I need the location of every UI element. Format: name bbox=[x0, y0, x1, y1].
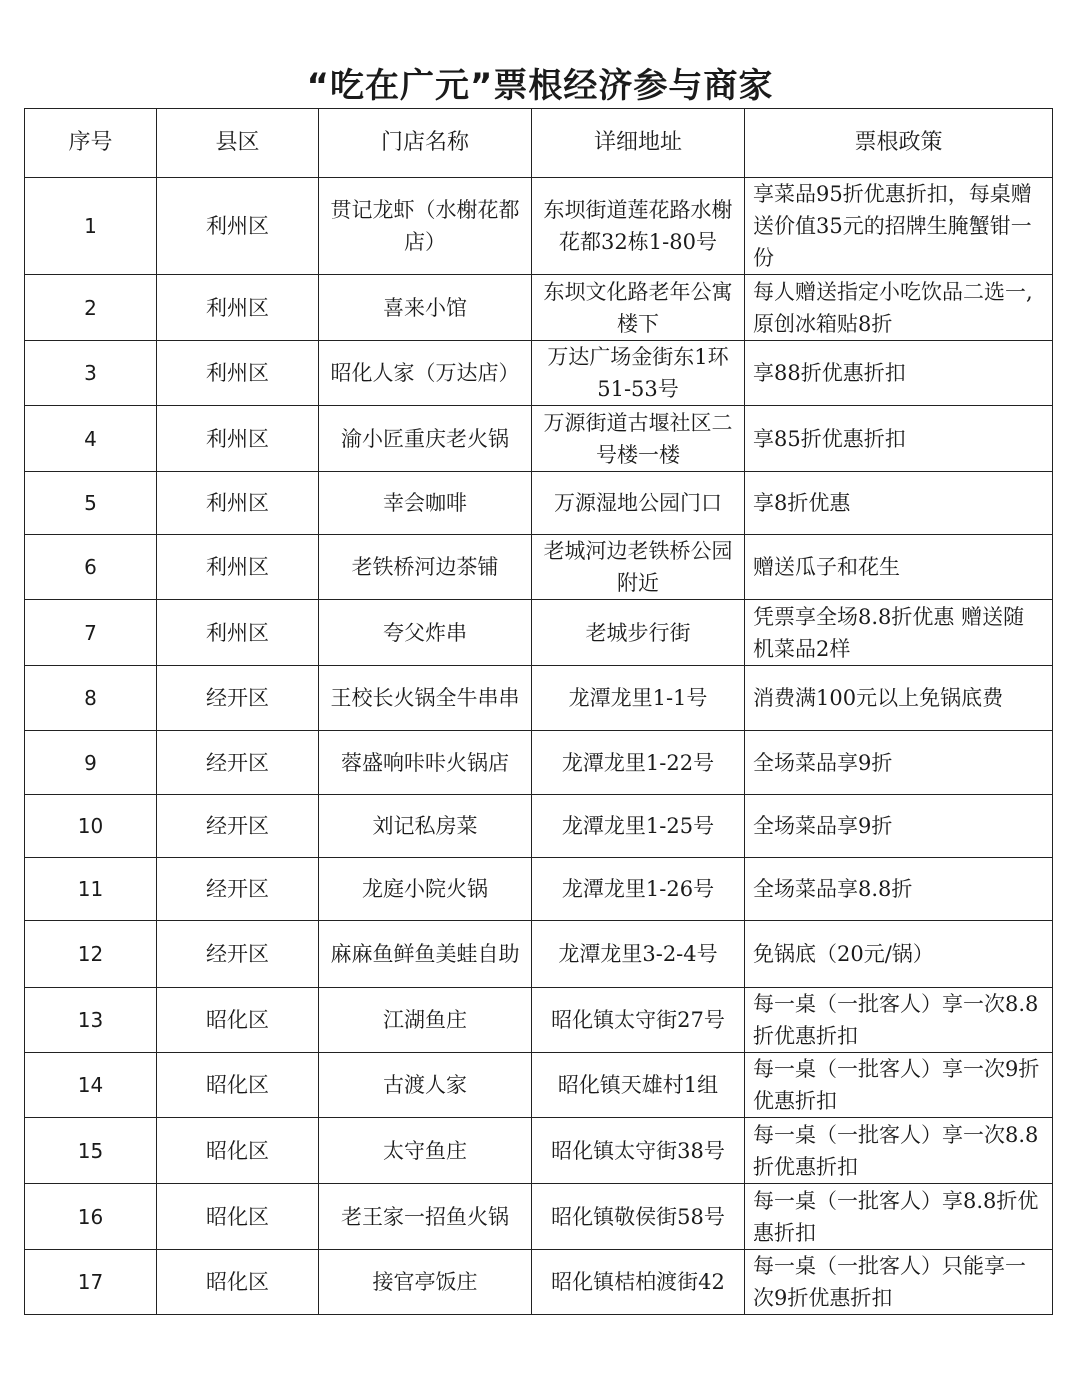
cell-address: 东坝文化路老年公寓楼下 bbox=[532, 275, 745, 341]
cell-policy: 享8折优惠 bbox=[745, 472, 1053, 535]
table-row bbox=[25, 600, 1053, 666]
cell-no: 7 bbox=[25, 600, 157, 666]
cell-district: 昭化区 bbox=[157, 1250, 319, 1315]
table-row bbox=[25, 1184, 1053, 1250]
cell-no: 14 bbox=[25, 1053, 157, 1118]
cell-address: 东坝街道莲花路水榭花都32栋1-80号 bbox=[532, 178, 745, 275]
cell-address: 昭化镇太守街27号 bbox=[532, 988, 745, 1053]
cell-no: 11 bbox=[25, 858, 157, 921]
cell-address: 昭化镇天雄村1组 bbox=[532, 1053, 745, 1118]
cell-no: 13 bbox=[25, 988, 157, 1053]
cell-district: 昭化区 bbox=[157, 1053, 319, 1118]
cell-store: 麻麻鱼鲜鱼美蛙自助 bbox=[319, 921, 532, 988]
cell-store: 王校长火锅全牛串串 bbox=[319, 666, 532, 731]
cell-policy: 享85折优惠折扣 bbox=[745, 406, 1053, 472]
cell-policy: 全场菜品享8.8折 bbox=[745, 858, 1053, 921]
cell-policy: 赠送瓜子和花生 bbox=[745, 535, 1053, 600]
table-row bbox=[25, 731, 1053, 795]
cell-no: 10 bbox=[25, 795, 157, 858]
cell-policy: 全场菜品享9折 bbox=[745, 795, 1053, 858]
cell-store: 幸会咖啡 bbox=[319, 472, 532, 535]
cell-district: 经开区 bbox=[157, 795, 319, 858]
cell-address: 龙潭龙里1-25号 bbox=[532, 795, 745, 858]
cell-district: 昭化区 bbox=[157, 1184, 319, 1250]
cell-no: 15 bbox=[25, 1118, 157, 1184]
cell-store: 喜来小馆 bbox=[319, 275, 532, 341]
cell-no: 16 bbox=[25, 1184, 157, 1250]
cell-store: 古渡人家 bbox=[319, 1053, 532, 1118]
cell-store: 太守鱼庄 bbox=[319, 1118, 532, 1184]
header-address: 详细地址 bbox=[532, 109, 745, 178]
cell-policy: 每一桌（一批客人）享一次8.8折优惠折扣 bbox=[745, 1118, 1053, 1184]
table-row bbox=[25, 341, 1053, 406]
cell-no: 12 bbox=[25, 921, 157, 988]
cell-store: 老王家一招鱼火锅 bbox=[319, 1184, 532, 1250]
cell-address: 万源街道古堰社区二号楼一楼 bbox=[532, 406, 745, 472]
cell-store: 贯记龙虾（水榭花都店） bbox=[319, 178, 532, 275]
cell-no: 9 bbox=[25, 731, 157, 795]
cell-no: 1 bbox=[25, 178, 157, 275]
cell-store: 江湖鱼庄 bbox=[319, 988, 532, 1053]
cell-address: 万达广场金街东1环51-53号 bbox=[532, 341, 745, 406]
cell-no: 5 bbox=[25, 472, 157, 535]
cell-address: 昭化镇桔柏渡街42 bbox=[532, 1250, 745, 1315]
table-row bbox=[25, 858, 1053, 921]
header-district: 县区 bbox=[157, 109, 319, 178]
cell-policy: 每一桌（一批客人）享一次8.8折优惠折扣 bbox=[745, 988, 1053, 1053]
header-policy: 票根政策 bbox=[745, 109, 1053, 178]
cell-district: 经开区 bbox=[157, 666, 319, 731]
cell-policy: 每一桌（一批客人）享8.8折优惠折扣 bbox=[745, 1184, 1053, 1250]
table-row bbox=[25, 795, 1053, 858]
cell-store: 接官亭饭庄 bbox=[319, 1250, 532, 1315]
table-row bbox=[25, 988, 1053, 1053]
cell-address: 万源湿地公园门口 bbox=[532, 472, 745, 535]
cell-district: 经开区 bbox=[157, 921, 319, 988]
cell-district: 利州区 bbox=[157, 406, 319, 472]
cell-address: 龙潭龙里1-22号 bbox=[532, 731, 745, 795]
table-row bbox=[25, 178, 1053, 275]
cell-policy: 消费满100元以上免锅底费 bbox=[745, 666, 1053, 731]
cell-district: 利州区 bbox=[157, 275, 319, 341]
cell-policy: 享菜品95折优惠折扣，每桌赠送价值35元的招牌生腌蟹钳一份 bbox=[745, 178, 1053, 275]
table-row bbox=[25, 406, 1053, 472]
table-row bbox=[25, 666, 1053, 731]
table-row bbox=[25, 921, 1053, 988]
cell-district: 昭化区 bbox=[157, 1118, 319, 1184]
cell-district: 利州区 bbox=[157, 178, 319, 275]
cell-store: 老铁桥河边茶铺 bbox=[319, 535, 532, 600]
header-no: 序号 bbox=[25, 109, 157, 178]
cell-store: 蓉盛响咔咔火锅店 bbox=[319, 731, 532, 795]
header-store: 门店名称 bbox=[319, 109, 532, 178]
table-row bbox=[25, 1118, 1053, 1184]
cell-policy: 享88折优惠折扣 bbox=[745, 341, 1053, 406]
cell-store: 昭化人家（万达店） bbox=[319, 341, 532, 406]
cell-store: 夸父炸串 bbox=[319, 600, 532, 666]
cell-address: 昭化镇太守街38号 bbox=[532, 1118, 745, 1184]
cell-district: 昭化区 bbox=[157, 988, 319, 1053]
cell-address: 龙潭龙里3-2-4号 bbox=[532, 921, 745, 988]
table-row bbox=[25, 472, 1053, 535]
cell-policy: 全场菜品享9折 bbox=[745, 731, 1053, 795]
table-body bbox=[25, 178, 1053, 1315]
table-header-row bbox=[25, 109, 1053, 178]
cell-no: 8 bbox=[25, 666, 157, 731]
cell-store: 龙庭小院火锅 bbox=[319, 858, 532, 921]
cell-address: 昭化镇敬侯街58号 bbox=[532, 1184, 745, 1250]
page-title: “吃在广元”票根经济参与商家 bbox=[306, 66, 774, 106]
merchant-table bbox=[24, 108, 1053, 1315]
cell-district: 利州区 bbox=[157, 600, 319, 666]
cell-no: 2 bbox=[25, 275, 157, 341]
cell-policy: 每一桌（一批客人）只能享一次9折优惠折扣 bbox=[745, 1250, 1053, 1315]
cell-address: 龙潭龙里1-1号 bbox=[532, 666, 745, 731]
cell-policy: 免锅底（20元/锅） bbox=[745, 921, 1053, 988]
table-row bbox=[25, 535, 1053, 600]
table-row bbox=[25, 275, 1053, 341]
cell-store: 渝小匠重庆老火锅 bbox=[319, 406, 532, 472]
table-row bbox=[25, 1250, 1053, 1315]
cell-policy: 每一桌（一批客人）享一次9折优惠折扣 bbox=[745, 1053, 1053, 1118]
cell-address: 老城河边老铁桥公园附近 bbox=[532, 535, 745, 600]
cell-district: 利州区 bbox=[157, 472, 319, 535]
cell-district: 经开区 bbox=[157, 731, 319, 795]
cell-store: 刘记私房菜 bbox=[319, 795, 532, 858]
cell-district: 经开区 bbox=[157, 858, 319, 921]
cell-no: 4 bbox=[25, 406, 157, 472]
cell-address: 老城步行街 bbox=[532, 600, 745, 666]
cell-district: 利州区 bbox=[157, 341, 319, 406]
cell-no: 3 bbox=[25, 341, 157, 406]
cell-policy: 每人赠送指定小吃饮品二选一,原创冰箱贴8折 bbox=[745, 275, 1053, 341]
cell-address: 龙潭龙里1-26号 bbox=[532, 858, 745, 921]
cell-policy: 凭票享全场8.8折优惠 赠送随机菜品2样 bbox=[745, 600, 1053, 666]
cell-district: 利州区 bbox=[157, 535, 319, 600]
cell-no: 6 bbox=[25, 535, 157, 600]
cell-no: 17 bbox=[25, 1250, 157, 1315]
table-row bbox=[25, 1053, 1053, 1118]
